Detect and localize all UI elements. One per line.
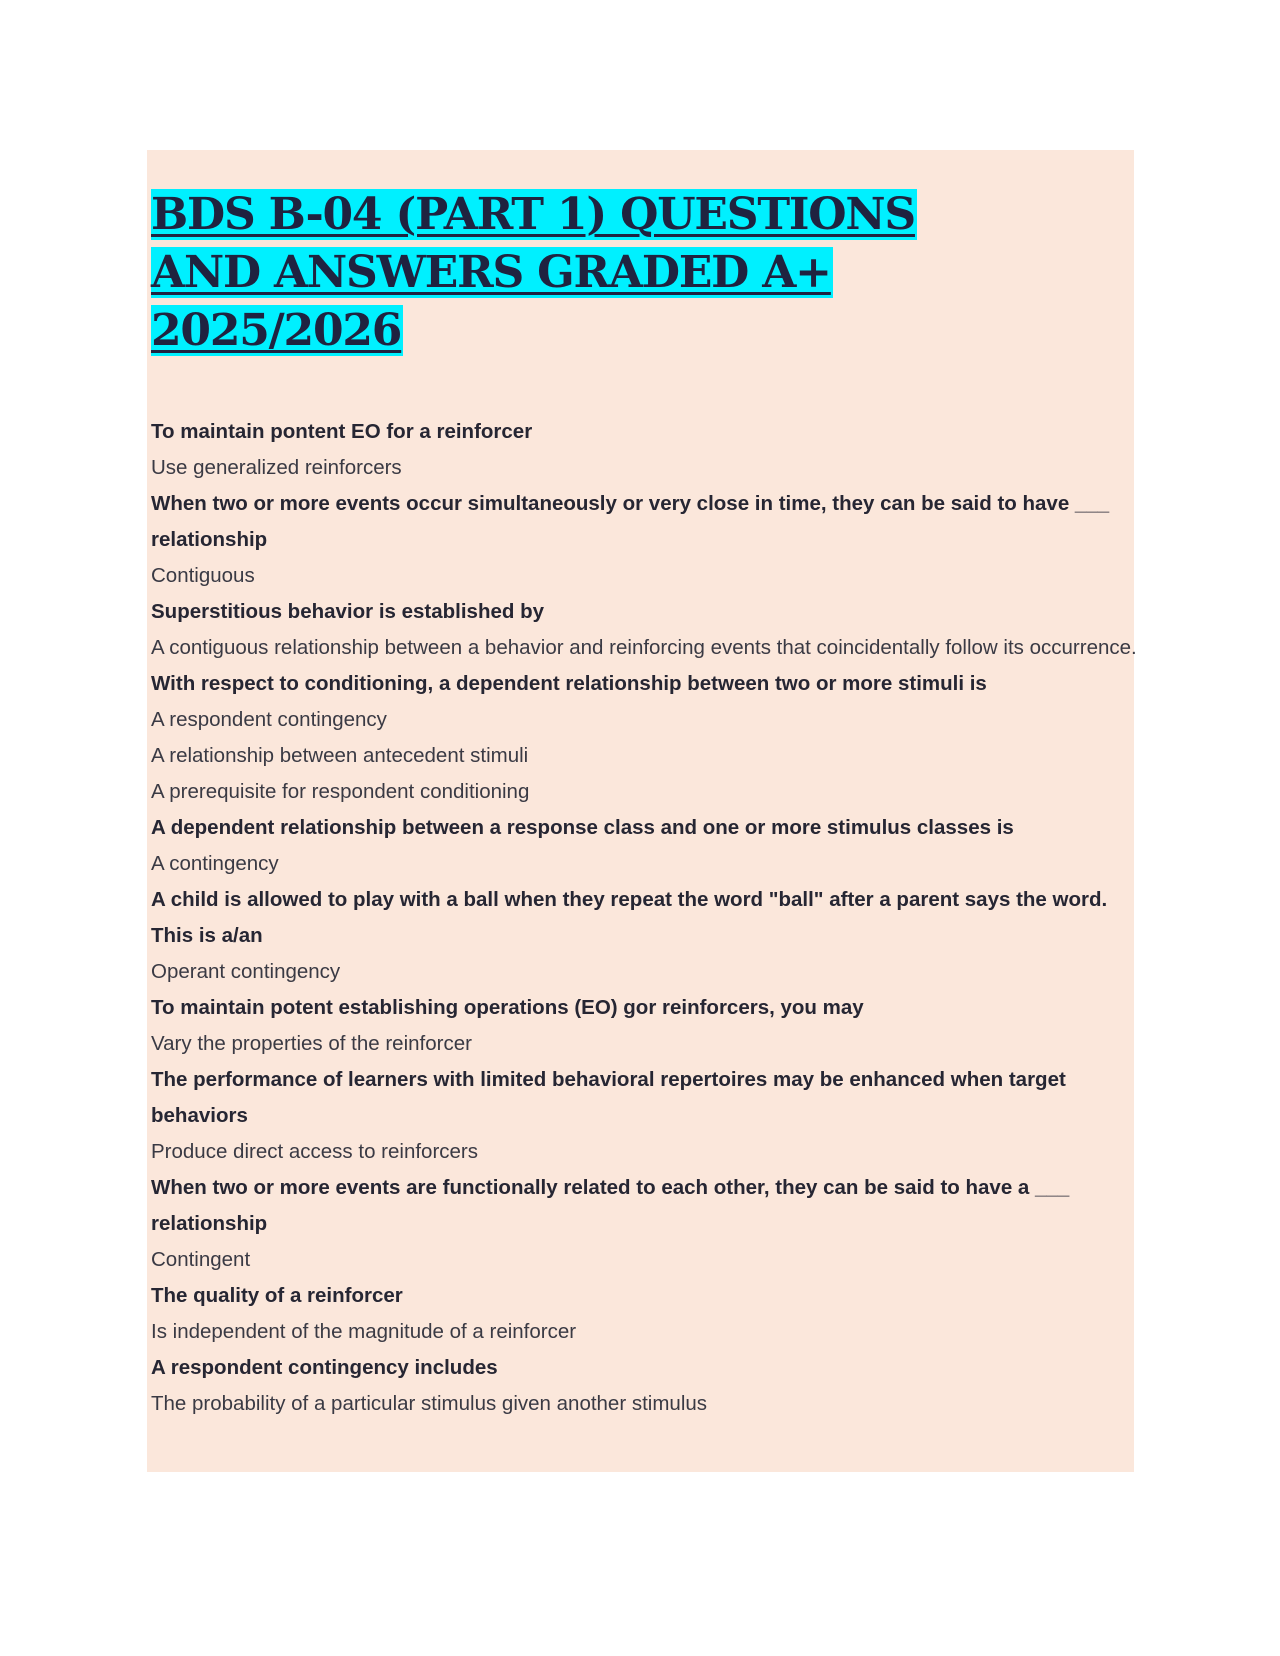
question-text: A dependent relationship between a response class and one or more stimulus classes is [151,816,1014,839]
qa-list [151,414,1141,1422]
question-text: The quality of a reinforcer [151,1284,403,1307]
answer-text: Is independent of the magnitude of a reinforcer [151,1320,577,1343]
answer-text: Use generalized reinforcers [151,456,402,479]
qa-item [151,1350,1141,1422]
answer-text: Operant contingency [151,960,341,983]
answer-text: Produce direct access to reinforcers [151,1140,478,1163]
question-text: To maintain pontent EO for a reinforcer [151,420,533,443]
answer-text: Contiguous [151,564,255,587]
qa-item [151,1062,1141,1170]
question-text: When two or more events occur simultaneously or very close in time, they can be said to have ___ relationship [151,492,1110,551]
question-text: A child is allowed to play with a ball when they repeat the word "ball" after a parent says the word. This is a/an [151,888,1108,947]
qa-item [151,1170,1141,1278]
answer-text: The probability of a particular stimulus given another stimulus [151,1392,708,1415]
answer-text: A contiguous relationship between a behavior and reinforcing events that coincidentally follow its occurrence. [151,636,1137,659]
question-text: A respondent contingency includes [151,1356,498,1379]
answer-text: Vary the properties of the reinforcer [151,1032,472,1055]
qa-item [151,666,1141,810]
qa-item [151,990,1141,1062]
question-text: Superstitious behavior is established by [151,600,545,623]
question-text: With respect to conditioning, a dependent relationship between two or more stimuli is [151,672,987,695]
question-text: To maintain potent establishing operations (EO) gor reinforcers, you may [151,996,864,1019]
document-title-text: BDS B-04 (PART 1) QUESTIONS AND ANSWERS GRADED A+ 2025/2026 [151,189,915,356]
qa-item [151,882,1141,990]
qa-item [151,1278,1141,1350]
document-page [147,150,1137,1472]
answer-text: A relationship between antecedent stimuli [151,744,529,767]
answer-text: A respondent contingency [151,708,387,731]
qa-item [151,810,1141,882]
qa-item [151,594,1141,666]
qa-item [151,486,1141,594]
question-text: The performance of learners with limited behavioral repertoires may be enhanced when target behaviors [151,1068,1066,1127]
answer-text: Contingent [151,1248,251,1271]
answer-text: A prerequisite for respondent conditioning [151,780,530,803]
document-title [151,186,991,360]
answer-text: A contingency [151,852,279,875]
question-text: When two or more events are functionally related to each other, they can be said to have a ___ relationship [151,1176,1070,1235]
qa-item [151,414,1141,486]
